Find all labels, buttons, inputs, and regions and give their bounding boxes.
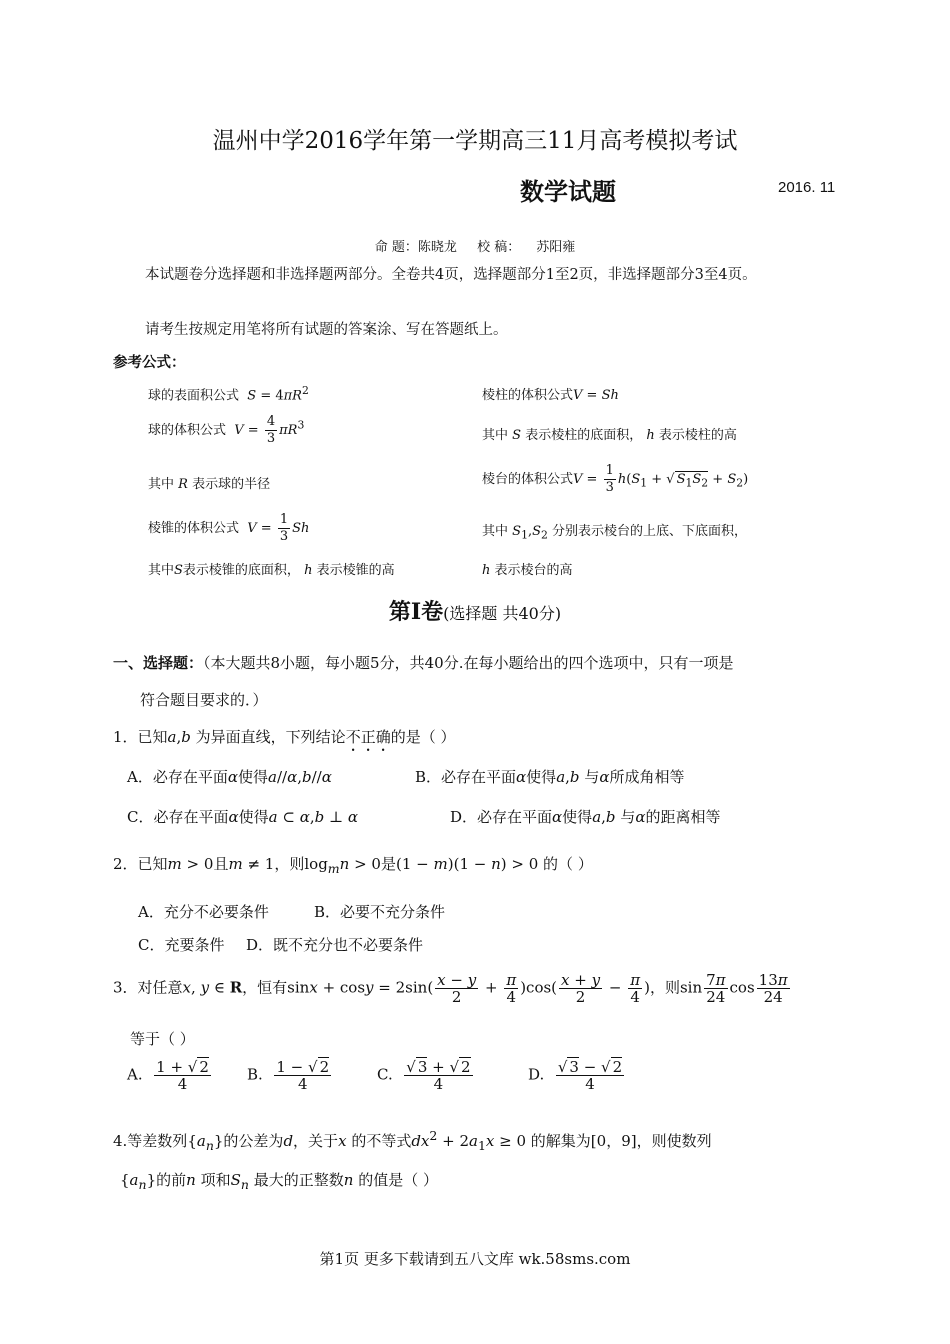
page-footer: 第1页 更多下载请到五八文库 wk.58sms.com <box>319 1250 631 1268</box>
intro-paragraph: 本试题卷分选择题和非选择题两部分。全卷共4页，选择题部分1至2页，非选择题部分3至4页。 <box>145 267 757 283</box>
q3-option-d: D. $\frac{√ 3 - √ 2}{4}$ <box>528 1058 623 1093</box>
subject-title: 数学试题 <box>520 178 616 206</box>
formula-prism-note: 其中 S 表示棱柱的底面积， h 表示棱柱的高 <box>482 428 737 443</box>
formula-prism-volume: 棱柱的体积公式V = Sh <box>482 388 619 403</box>
q2-option-b: B．必要不充分条件 <box>314 903 446 921</box>
q2-option-a: A．充分不必要条件 <box>138 903 269 921</box>
formula-frustum-volume: 棱台的体积公式V = $\frac{1}{3}$ $h(S_1$ + √ $S_1S_2 + S_2$) <box>482 463 749 495</box>
q2-option-c: C．充要条件 <box>138 936 225 954</box>
formula-sphere-area: 球的表面积公式 $S = 4\pi R^2$ <box>148 384 309 404</box>
exam-title: 温州中学2016学年第一学期高三11月高考模拟考试 <box>212 128 738 154</box>
author-label: 命 题：陈晓龙 <box>374 240 457 255</box>
q3-stem: 3．对任意x, y ∈ R，恒有sinx + cosy = 2sin( $\frac{x - y}{2}$ + $\frac{\pi}{4}$ )cos( $\frac{x + y}{2}$ − $\frac{\pi}{4}$ )，则sin $\frac{7\pi}{24}$ cos $\frac{13\pi}{24}$ <box>113 971 788 1006</box>
reference-heading: 参考公式： <box>113 355 186 371</box>
intro-instruction: 请考生按规定用笔将所有试题的答案涂、写在答题纸上。 <box>145 322 508 338</box>
formula-pyramid-note: 其中S表示棱锥的底面积， h 表示棱锥的高 <box>148 563 395 578</box>
q1-option-d: D．必存在平面α使得a,b 与α的距离相等 <box>450 808 721 826</box>
part1-desc: 符合题目要求的．） <box>140 691 268 709</box>
formula-frustum-note: 其中 $S_1,S_2$ 分别表示棱台的上底、下底面积， <box>482 524 748 542</box>
q3-stem-tail: 等于（ ） <box>130 1030 195 1048</box>
author-line <box>0 236 950 255</box>
q2-option-d: D．既不充分也不必要条件 <box>246 936 424 954</box>
q4-stem: 4.等差数列$\{a_n\}$的公差为d，关于x 的不等式$dx^2 + 2a_1x \ge 0$ 的解集为[0，9]，则使数列 <box>113 1128 712 1153</box>
formula-pyramid-volume: 棱锥的体积公式 V = $\frac{1}{3}$ Sh <box>148 512 310 544</box>
section-title: 第Ⅰ卷(选择题 共40分) <box>388 599 562 625</box>
formula-frustum-height-note: h 表示棱台的高 <box>482 563 573 578</box>
q1-option-b: B．必存在平面α使得a,b 与α所成角相等 <box>415 768 685 786</box>
q3-option-a: A. $\frac{1 + √ 2}{4}$ <box>127 1058 209 1093</box>
q1-option-a: A．必存在平面α使得a//α,b//α <box>127 768 332 786</box>
part1-heading: 一、选择题：（本大题共8小题，每小题5分，共40分.在每小题给出的四个选项中，只有一项是 <box>113 654 734 672</box>
exam-date: 2016. 11 <box>778 179 836 196</box>
reviewer-name: 苏阳雍 <box>536 240 576 255</box>
q3-option-c: C. $\frac{√ 3 + √ 2}{4}$ <box>377 1058 471 1093</box>
formula-sphere-radius-note: 其中 R 表示球的半径 <box>148 477 271 492</box>
formula-sphere-volume: 球的体积公式 V = $\frac{4}{3}$ $\pi R^3$ <box>148 414 305 446</box>
q4-stem-tail: $\{a_n\}$的前n 项和$S_n$ 最大的正整数n 的值是（ ） <box>120 1171 438 1192</box>
q2-stem: 2．已知m > 0且m ≠ 1，则$\log_mn > 0$是(1 − m)(1 − n) > 0 的（ ） <box>113 855 593 876</box>
reviewer-label: 校 稿： <box>477 240 521 255</box>
q1-stem: 1．已知a,b 为异面直线，下列结论不正确的是（ ） <box>113 728 456 746</box>
q1-option-c: C．必存在平面α使得a ⊂ α,b ⊥ α <box>127 808 359 826</box>
q3-option-b: B. $\frac{1 - √ 2}{4}$ <box>247 1058 330 1093</box>
